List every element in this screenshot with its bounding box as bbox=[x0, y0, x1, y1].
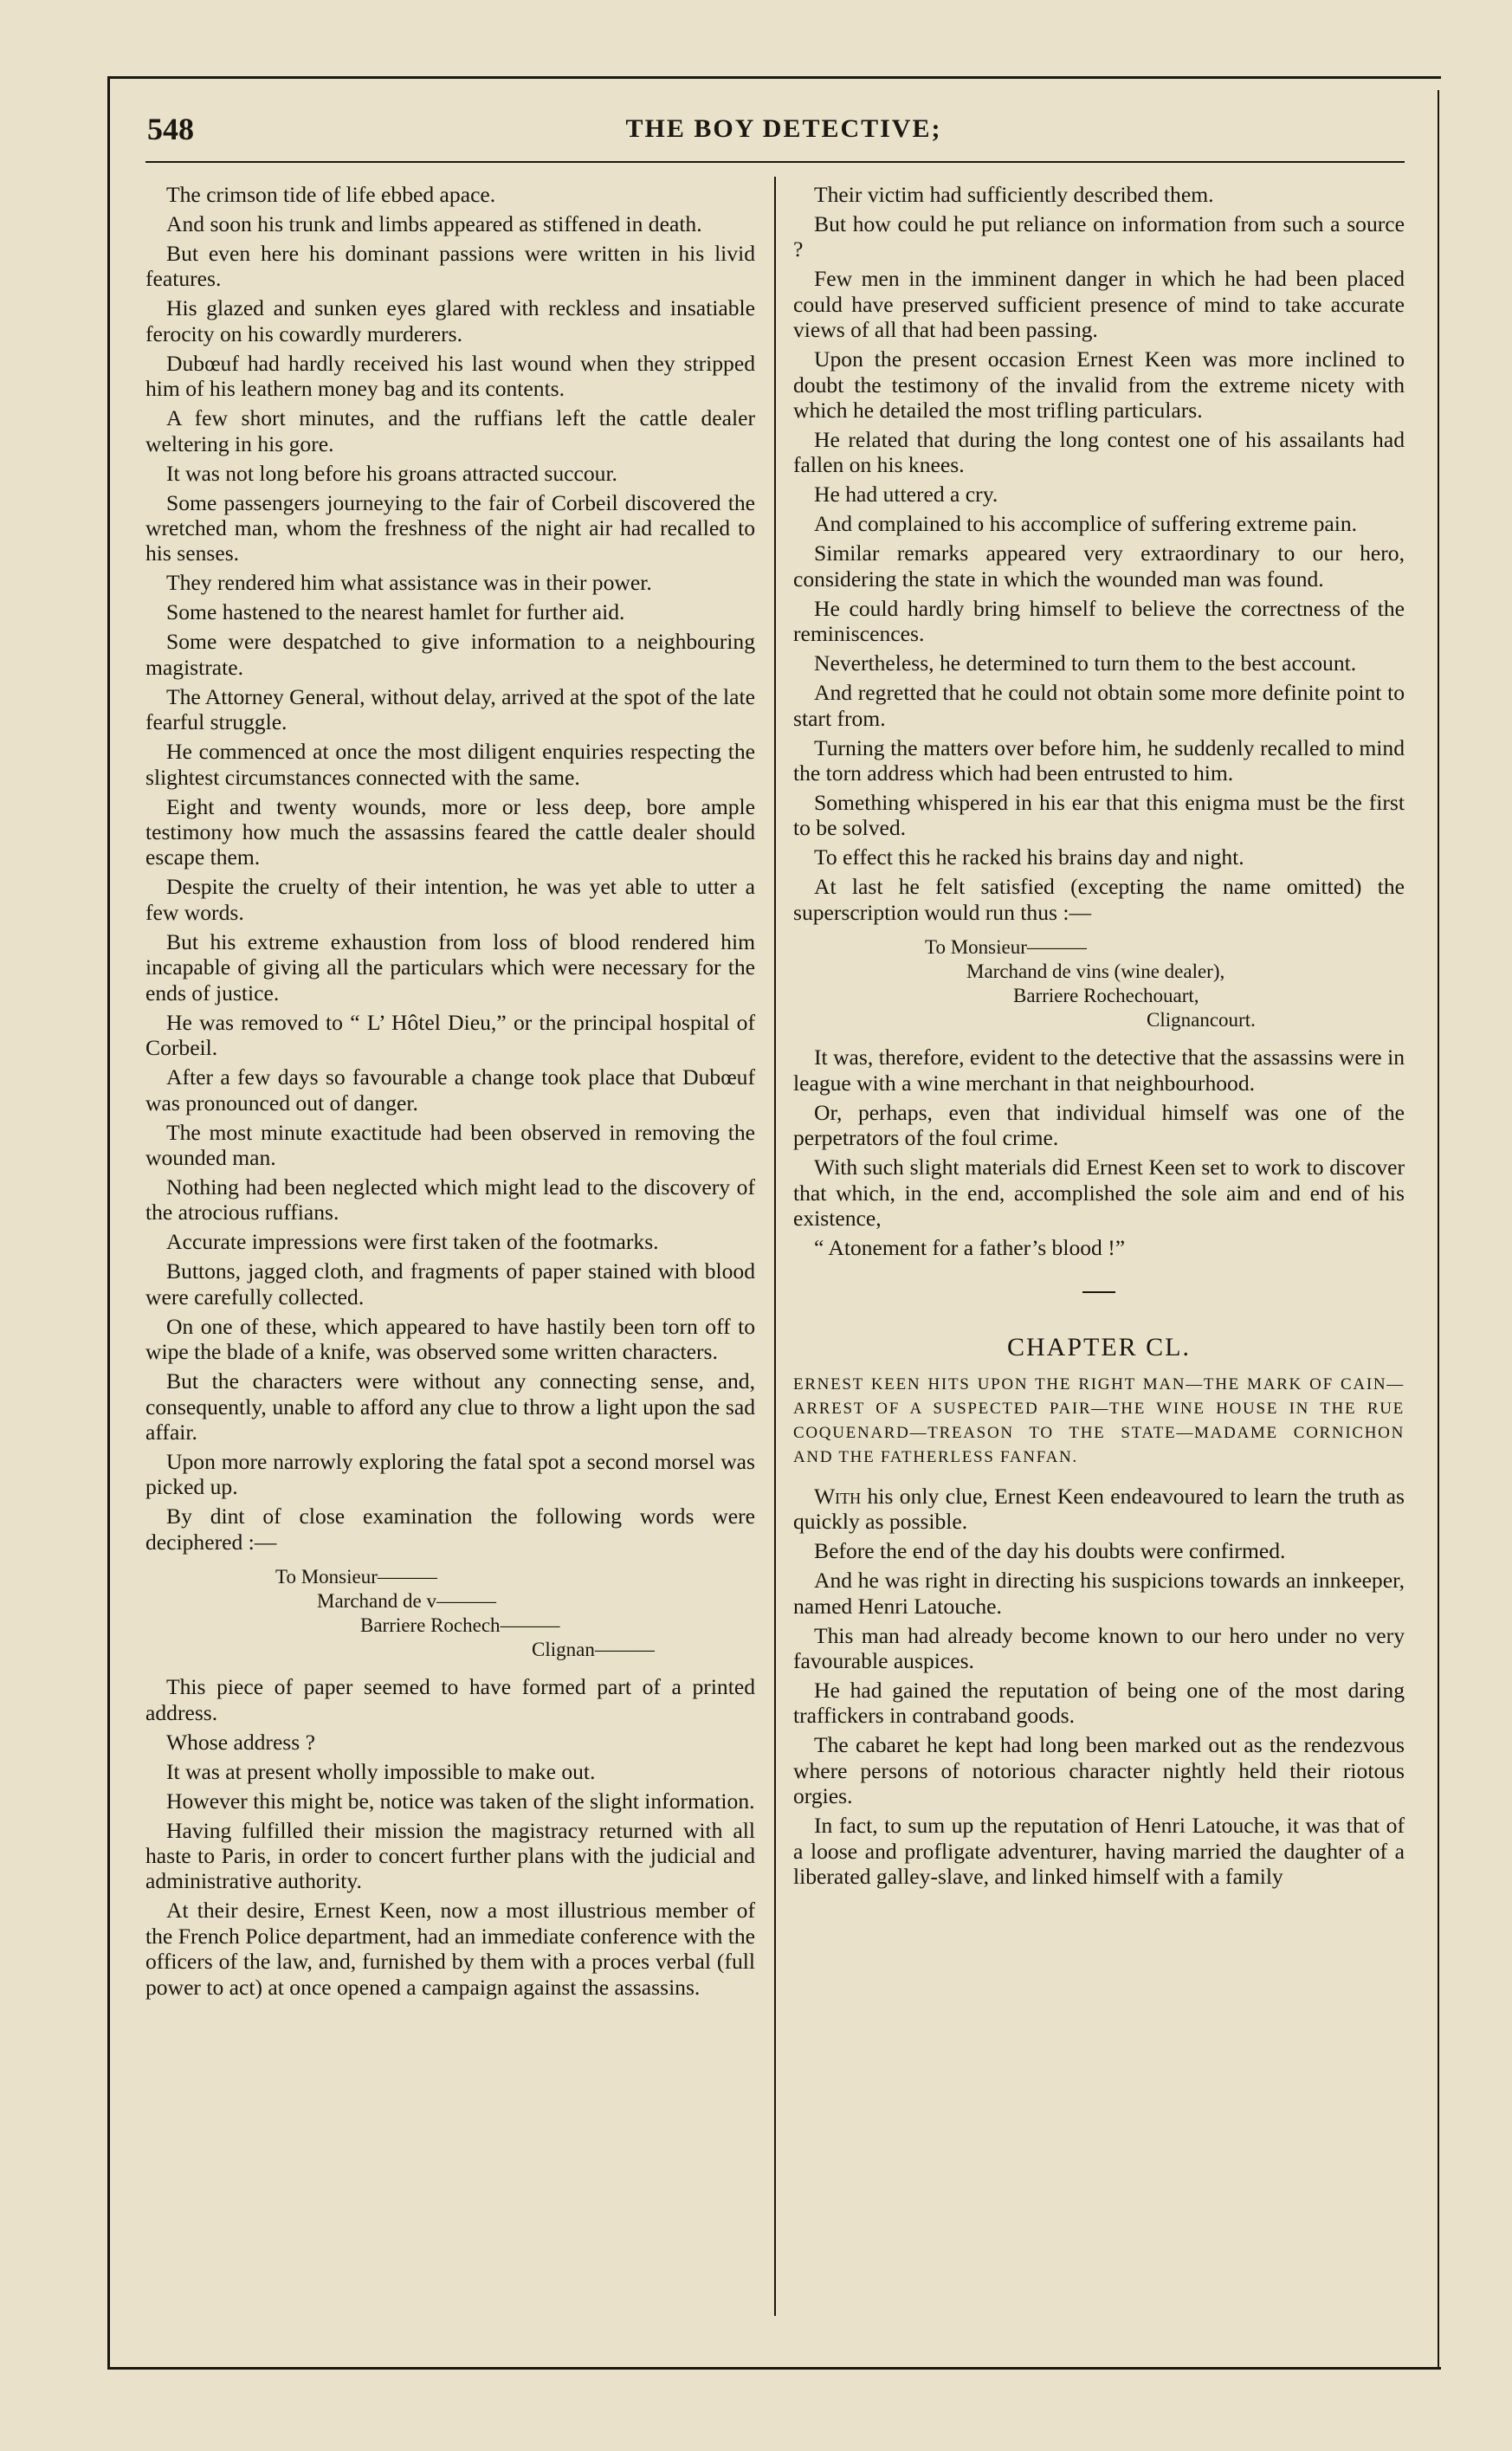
right-column bbox=[793, 182, 1405, 1893]
reconstructed-address-line: Marchand de vins (wine dealer), bbox=[966, 960, 1225, 983]
paragraph: Accurate impressions were first taken of the footmarks. bbox=[166, 1229, 659, 1255]
paragraph: To effect this he racked his brains day and night. bbox=[814, 844, 1244, 870]
paragraph: This piece of paper seemed to have formed part of a printed address. bbox=[145, 1674, 755, 1725]
paragraph: And complained to his accomplice of suffering extreme pain. bbox=[814, 511, 1358, 537]
paragraph: By dint of close examination the following words were deciphered :— bbox=[145, 1504, 755, 1555]
top-border-rule bbox=[107, 76, 1441, 79]
paragraph: Dubœuf had hardly received his last wound when they stripped him of his leathern money bag and its contents. bbox=[145, 350, 755, 402]
paragraph: It was, therefore, evident to the detective that the assassins were in league with a wine merchant in that neighbourhood. bbox=[793, 1044, 1405, 1096]
section-divider-dash bbox=[1082, 1291, 1115, 1293]
torn-address-line: Marchand de v——— bbox=[317, 1590, 496, 1613]
chapter-first-paragraph bbox=[793, 1484, 1405, 1535]
paragraph: A few short minutes, and the ruffians left the cattle dealer weltering in his gore. bbox=[145, 405, 755, 456]
paragraph: And soon his trunk and limbs appeared as stiffened in death. bbox=[166, 211, 702, 236]
paragraph: Or, perhaps, even that individual himself was one of the perpetrators of the foul crime. bbox=[793, 1099, 1405, 1151]
torn-address-line: To Monsieur——— bbox=[275, 1566, 437, 1588]
paragraph: The cabaret he kept had long been marked out as the rendezvous where persons of notorious character nightly held their riotous orgies. bbox=[793, 1732, 1405, 1809]
paragraph: After a few days so favourable a change took place that Dubœuf was pronounced out of danger. bbox=[145, 1064, 755, 1116]
torn-address-line: Clignan——— bbox=[532, 1639, 655, 1661]
paragraph: He could hardly bring himself to believe the correctness of the reminiscences. bbox=[793, 595, 1405, 647]
paragraph: Upon the present occasion Ernest Keen was more inclined to doubt the testimony of the invalid from the extreme nicety with which he detailed the most trifling particulars. bbox=[793, 346, 1405, 424]
paragraph: The crimson tide of life ebbed apace. bbox=[166, 182, 496, 207]
paragraph: Whose address ? bbox=[166, 1729, 315, 1755]
paragraph: Similar remarks appeared very extraordinary to our hero, considering the state in which the wounded man was found. bbox=[793, 540, 1405, 592]
left-border-rule bbox=[107, 76, 110, 2367]
paragraph: He had gained the reputation of being one of the most daring traffickers in contraband goods. bbox=[793, 1677, 1405, 1729]
paragraph: Before the end of the day his doubts were confirmed. bbox=[814, 1538, 1286, 1564]
right-border-rule bbox=[1438, 90, 1439, 2367]
reconstructed-address bbox=[793, 935, 1405, 1032]
right-paragraphs-c bbox=[793, 1538, 1405, 1889]
right-paragraphs-a bbox=[793, 182, 1405, 925]
running-title: THE BOY DETECTIVE; bbox=[625, 114, 942, 143]
paragraph: This man had already become known to our hero under no very favourable auspices. bbox=[793, 1622, 1405, 1673]
paragraph: Nothing had been neglected which might lead to the discovery of the atrocious ruffians. bbox=[145, 1174, 755, 1226]
paragraph: At their desire, Ernest Keen, now a most illustrious member of the French Police department, had an immediate conference with the officers of the law, and, furnished by them with a proces verbal (full power to act) at once opened a campaign against the assassins. bbox=[145, 1898, 755, 2000]
reconstructed-address-line: To Monsieur——— bbox=[925, 936, 1087, 959]
paragraph: With such slight materials did Ernest Keen set to work to discover that which, in the end, accomplished the sole aim and end of his existence, bbox=[793, 1154, 1405, 1231]
bottom-border-rule bbox=[107, 2367, 1441, 2370]
paragraph: But the characters were without any connecting sense, and, consequently, unable to afford any clue to throw a light upon the sad affair. bbox=[145, 1368, 755, 1445]
left-paragraphs-a bbox=[145, 182, 755, 1555]
paragraph: Turning the matters over before him, he suddenly recalled to mind the torn address which had been entrusted to him. bbox=[793, 734, 1405, 786]
chapter-title: CHAPTER CL. bbox=[1006, 1333, 1192, 1362]
paragraph: Something whispered in his ear that this enigma must be the first to be solved. bbox=[793, 790, 1405, 841]
torn-address-line: Barriere Rochech——— bbox=[360, 1614, 560, 1637]
page-number: 548 bbox=[147, 112, 194, 146]
paragraph: The Attorney General, without delay, arrived at the spot of the late fearful struggle. bbox=[145, 683, 755, 735]
paragraph: Despite the cruelty of their intention, he was yet able to utter a few words. bbox=[145, 874, 755, 925]
paragraph: The most minute exactitude had been observed in removing the wounded man. bbox=[145, 1119, 755, 1170]
paragraph: Nevertheless, he determined to turn them to the best account. bbox=[814, 650, 1357, 676]
paragraph: He had uttered a cry. bbox=[814, 482, 998, 508]
paragraph: But his extreme exhaustion from loss of blood rendered him incapable of giving all the particulars which were necessary for the ends of justice. bbox=[145, 928, 755, 1006]
right-paragraphs-b bbox=[793, 1044, 1405, 1260]
column-divider bbox=[774, 177, 776, 2316]
reconstructed-address-line: Clignancourt. bbox=[1147, 1009, 1256, 1031]
left-column bbox=[145, 182, 755, 2004]
paragraph: However this might be, notice was taken of the slight information. bbox=[166, 1788, 755, 1814]
paragraph: Buttons, jagged cloth, and fragments of paper stained with blood were carefully collected. bbox=[145, 1258, 755, 1310]
paragraph: Some passengers journeying to the fair of Corbeil discovered the wretched man, whom the freshness of the night air had recalled to his senses. bbox=[145, 489, 755, 566]
paragraph: And regretted that he could not obtain some more definite point to start from. bbox=[793, 680, 1405, 731]
paragraph: But how could he put reliance on information from such a source ? bbox=[793, 211, 1405, 262]
paragraph: He was removed to “ L’ Hôtel Dieu,” or the principal hospital of Corbeil. bbox=[145, 1009, 755, 1061]
reconstructed-address-line: Barriere Rochechouart, bbox=[1013, 985, 1199, 1007]
chapter-first-paragraph-text: his only clue, Ernest Keen endeavoured to learn the truth as quickly as possible. bbox=[793, 1483, 1405, 1535]
chapter-summary: ERNEST KEEN HITS UPON THE RIGHT MAN—THE MARK OF CAIN—ARREST OF A SUSPECTED PAIR—THE WINE HOUSE IN THE RUE COQUENARD—TREASON TO THE STATE—MADAME CORNICHON AND THE FATHERLESS FANFAN. bbox=[793, 1374, 1405, 1466]
paragraph: Some hastened to the nearest hamlet for further aid. bbox=[166, 599, 625, 625]
page-header bbox=[147, 111, 1420, 154]
paragraph: They rendered him what assistance was in their power. bbox=[166, 570, 652, 596]
paragraph: Eight and twenty wounds, more or less deep, bore ample testimony how much the assassins feared the cattle dealer should escape them. bbox=[145, 793, 755, 870]
paragraph: On one of these, which appeared to have hastily been torn off to wipe the blade of a knife, was observed some written characters. bbox=[145, 1313, 755, 1365]
paragraph: He related that during the long contest one of his assailants had fallen on his knees. bbox=[793, 427, 1405, 478]
paragraph: Few men in the imminent danger in which he had been placed could have preserved sufficient presence of mind to take accurate views of all that had been passing. bbox=[793, 266, 1405, 343]
paragraph: And he was right in directing his suspicions towards an innkeeper, named Henri Latouche. bbox=[793, 1568, 1405, 1619]
paragraph: He commenced at once the most diligent enquiries respecting the slightest circumstances connected with the same. bbox=[145, 739, 755, 790]
paragraph: Some were despatched to give information to a neighbouring magistrate. bbox=[145, 629, 755, 680]
paragraph: It was at present wholly impossible to make out. bbox=[166, 1758, 596, 1784]
paragraph: Their victim had sufficiently described them. bbox=[814, 182, 1214, 207]
paragraph: His glazed and sunken eyes glared with reckless and insatiable ferocity on his cowardly murderers. bbox=[145, 295, 755, 346]
torn-address bbox=[145, 1565, 755, 1662]
paragraph: Upon more narrowly exploring the fatal spot a second morsel was picked up. bbox=[145, 1448, 755, 1500]
left-paragraphs-b bbox=[145, 1674, 755, 2000]
paragraph: In fact, to sum up the reputation of Henri Latouche, it was that of a loose and profligate adventurer, having married the daughter of a liberated galley-slave, and linked himself with a family bbox=[793, 1813, 1405, 1889]
header-rule bbox=[145, 161, 1405, 163]
paragraph: At last he felt satisfied (excepting the name omitted) the superscription would run thus :— bbox=[793, 874, 1405, 925]
chapter-first-word: With bbox=[814, 1483, 862, 1509]
paragraph: Having fulfilled their mission the magistracy returned with all haste to Paris, in order to concert further plans with the judicial and administrative authority. bbox=[145, 1817, 755, 1894]
paragraph: It was not long before his groans attracted succour. bbox=[166, 460, 617, 486]
paragraph: “ Atonement for a father’s blood !” bbox=[814, 1234, 1126, 1260]
paragraph: But even here his dominant passions were written in his livid features. bbox=[145, 241, 755, 292]
